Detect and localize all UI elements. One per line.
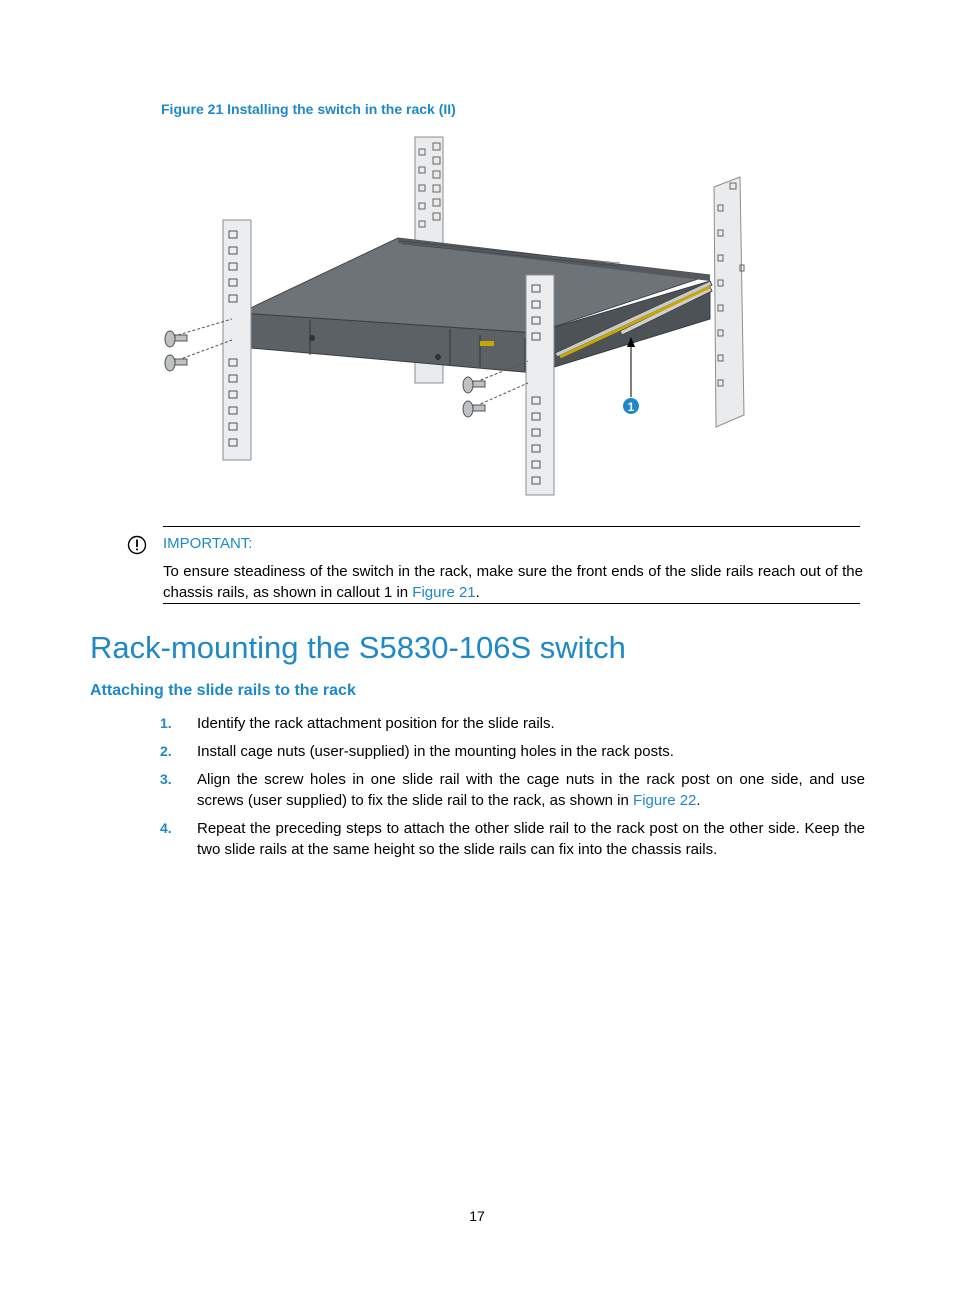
callout-number: 1 <box>627 400 635 414</box>
page-number: 17 <box>469 1208 485 1224</box>
subsection-heading: Attaching the slide rails to the rack <box>90 682 356 699</box>
note-rule-top <box>163 526 860 527</box>
note-rule-bottom <box>163 603 860 604</box>
rack-post-front-right <box>526 275 554 495</box>
list-item: 1. Identify the rack attachment position for the slide rails. <box>160 715 555 732</box>
figure-caption: Figure 21 Installing the switch in the rack (II) <box>161 101 456 117</box>
important-label: IMPORTANT: <box>163 535 253 552</box>
rack-post-front-left <box>223 220 251 460</box>
list-item: 3. Align the screw holes in one slide rail with the cage nuts in the rack post on one side, and use screws (user supplied) to fix the slide rail to the rack, as shown in Figure 22. <box>160 771 865 809</box>
section-heading: Rack-mounting the S5830-106S switch <box>90 630 626 665</box>
warning-circle-icon <box>127 535 147 555</box>
steps-list <box>160 713 865 867</box>
list-item: 4. Repeat the preceding steps to attach the other slide rail to the rack post on the other side. Keep the two slide rails at the same height so the slide rails can fix into the chassis rails. <box>160 820 865 858</box>
important-text: To ensure steadiness of the switch in the rack, make sure the front ends of the slide rails reach out of the chassis rails, as shown in callout 1 in Figure 21. <box>163 563 863 601</box>
figure-22-link[interactable]: Figure 22 <box>633 792 697 809</box>
list-item: 2. Install cage nuts (user-supplied) in the mounting holes in the rack posts. <box>160 743 674 760</box>
rack-installation-figure <box>150 135 770 505</box>
figure-21-link[interactable]: Figure 21 <box>412 584 476 601</box>
rack-post-back-right <box>714 177 744 427</box>
